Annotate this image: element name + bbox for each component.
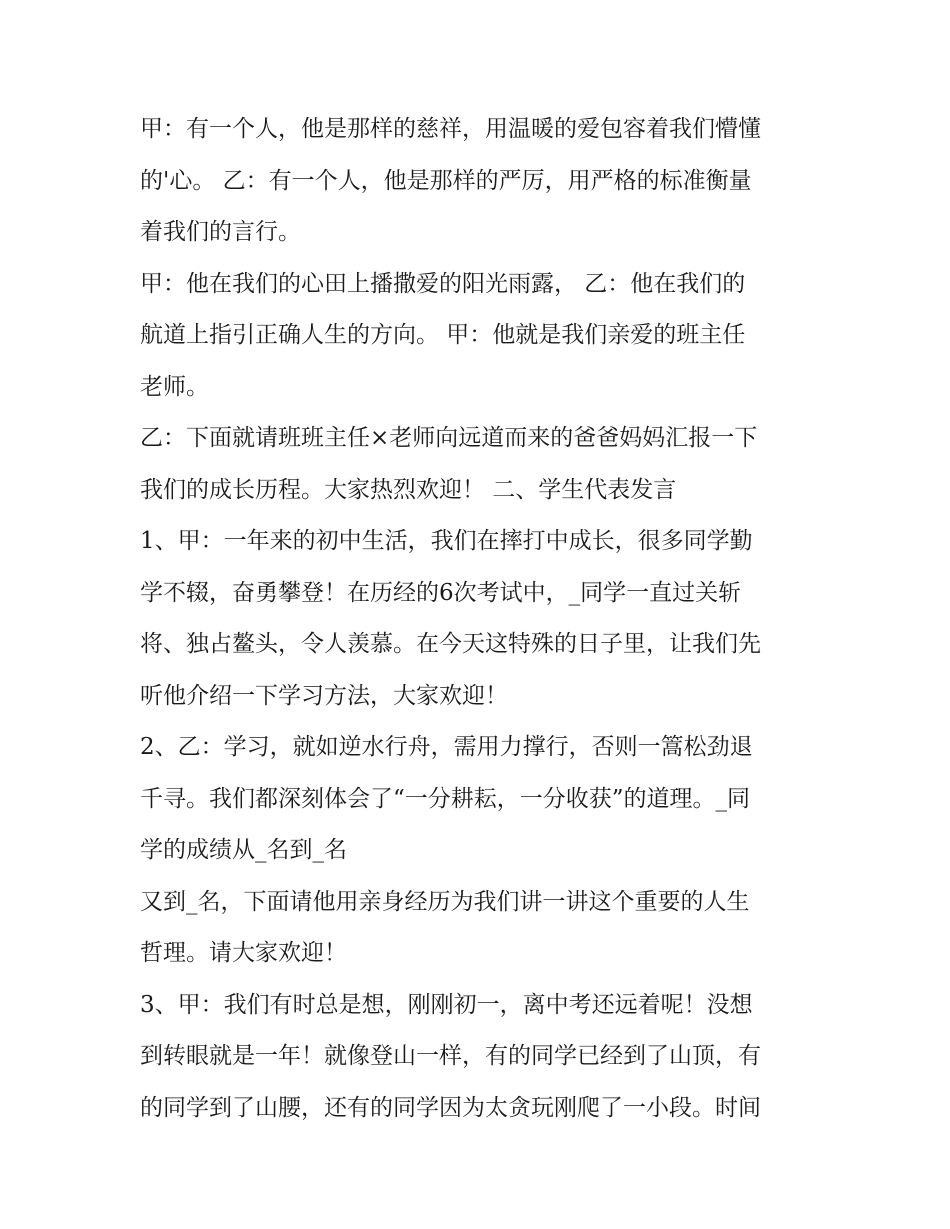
text-line: 我们的成长历程。大家热烈欢迎！ 二、学生代表发言 xyxy=(140,476,677,503)
text-line: 3、甲：我们有时总是想，刚刚初一，离中考还远着呢！没想 xyxy=(140,991,753,1018)
text-line: 着我们的言行。 xyxy=(140,219,301,245)
text-line: 1、甲：一年来的初中生活，我们在摔打中成长，很多同学勤 xyxy=(140,528,753,554)
text-line: 又到_名，下面请他用亲身经历为我们讲一讲这个重要的人生 xyxy=(140,888,750,915)
text-line: 甲：有一个人，他是那样的慈祥，用温暖的爱包容着我们懵懂 xyxy=(140,116,761,142)
text-line: 千寻。我们都深刻体会了“一分耕耘，一分收获”的道理。_同 xyxy=(140,785,751,812)
document-body xyxy=(140,104,820,1134)
text-line: 学不辍，奋勇攀登！在历经的6次考试中，_同学一直过关斩 xyxy=(140,579,742,606)
text-line: 哲理。请大家欢迎！ xyxy=(140,940,347,966)
text-line: 的'心。 乙：有一个人，他是那样的严厉，用严格的标准衡量 xyxy=(140,167,752,194)
text-line: 乙：下面就请班班主任×老师向远道而来的爸爸妈妈汇报一下 xyxy=(140,425,758,451)
text-line: 的同学到了山腰，还有的同学因为太贪玩刚爬了一小段。时间 xyxy=(140,1094,761,1121)
text-line: 甲：他在我们的心田上播撒爱的阳光雨露， 乙：他在我们的 xyxy=(140,270,746,297)
text-line: 到转眼就是一年！就像登山一样，有的同学已经到了山顶，有 xyxy=(140,1043,761,1069)
text-line: 将、独占鳌头，令人羡慕。在今天这特殊的日子里，让我们先 xyxy=(140,631,761,657)
text-line: 听他介绍一下学习方法，大家欢迎！ xyxy=(140,682,508,709)
text-line: 2、乙：学习，就如逆水行舟，需用力撑行，否则一篙松劲退 xyxy=(140,734,753,760)
text-line: 老师。 xyxy=(140,373,209,400)
text-line: 航道上指引正确人生的方向。 甲：他就是我们亲爱的班主任 xyxy=(140,322,746,348)
text-line: 学的成绩从_名到_名 xyxy=(140,837,347,863)
